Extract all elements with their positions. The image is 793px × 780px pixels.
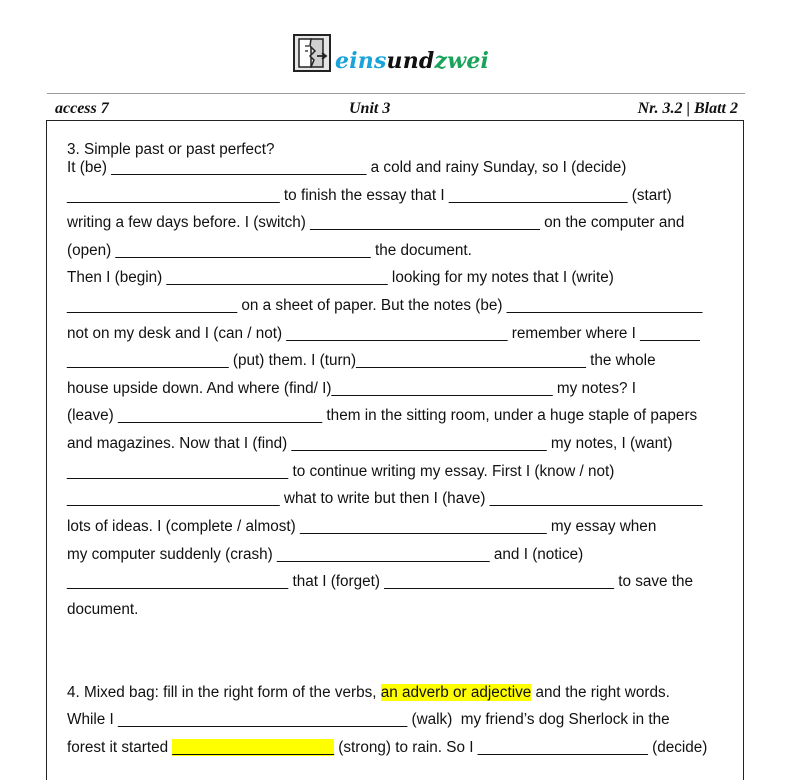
- header-sheet-number: Nr. 3.2 | Blatt 2: [637, 100, 738, 117]
- exercise3-line: house upside down. And where (find/ I)__________________________ my notes? I: [67, 380, 636, 397]
- header-unit: Unit 3: [349, 100, 391, 117]
- header-course: access 7: [55, 100, 109, 117]
- exercise3-line: ____________________ on a sheet of paper. But the notes (be) _______________________: [67, 297, 703, 314]
- exercise3-line: Then I (begin) __________________________ looking for my notes that I (write): [67, 269, 614, 286]
- exercise3-line: my computer suddenly (crash) _________________________ and I (notice): [67, 546, 584, 563]
- exercise3-line: (leave) ________________________ them in the sitting room, under a huge staple of papers: [67, 407, 698, 424]
- exercise3-title: 3. Simple past or past perfect?: [67, 141, 275, 158]
- exercise3-line: (open) ______________________________ the document.: [67, 242, 472, 259]
- exercise4-line: While I __________________________________ (walk) my friend’s dog Sherlock in the: [67, 711, 670, 728]
- face-profile-icon: [293, 34, 331, 72]
- exercise3-line: writing a few days before. I (switch) ___________________________ on the computer and: [67, 214, 685, 231]
- exercise3-line: ___________________ (put) them. I (turn)___________________________ the whole: [67, 352, 656, 369]
- highlighted-text: an adverb or adjective: [380, 684, 532, 701]
- exercise3-line: __________________________ to continue writing my essay. First I (know / not): [67, 463, 615, 480]
- exercise4-title: 4. Mixed bag: fill in the right form of the verbs, an adverb or adjective and the right words.: [67, 684, 670, 701]
- exercise3-line: and magazines. Now that I (find) ______________________________ my notes, I (want): [67, 435, 673, 452]
- exercise3-line: document.: [67, 601, 139, 618]
- header-divider: [47, 93, 745, 94]
- exercise3-line: lots of ideas. I (complete / almost) _____________________________ my essay when: [67, 518, 657, 535]
- exercise3-line: _________________________ to finish the essay that I _____________________ (start): [67, 187, 672, 204]
- exercise3-line: __________________________ that I (forget) ___________________________ to save the: [67, 573, 694, 590]
- highlighted-blank: ___________________: [172, 739, 335, 756]
- exercise3-line: It (be) ______________________________ a cold and rainy Sunday, so I (decide): [67, 159, 627, 176]
- exercise3-line: not on my desk and I (can / not) __________________________ remember where I _______: [67, 325, 700, 342]
- logo-text: einsundzwei: [335, 48, 490, 74]
- exercise3-line: _________________________ what to write but then I (have) _________________________: [67, 490, 703, 507]
- exercise4-line: forest it started ___________________ (strong) to rain. So I ____________________ (decide): [67, 739, 708, 756]
